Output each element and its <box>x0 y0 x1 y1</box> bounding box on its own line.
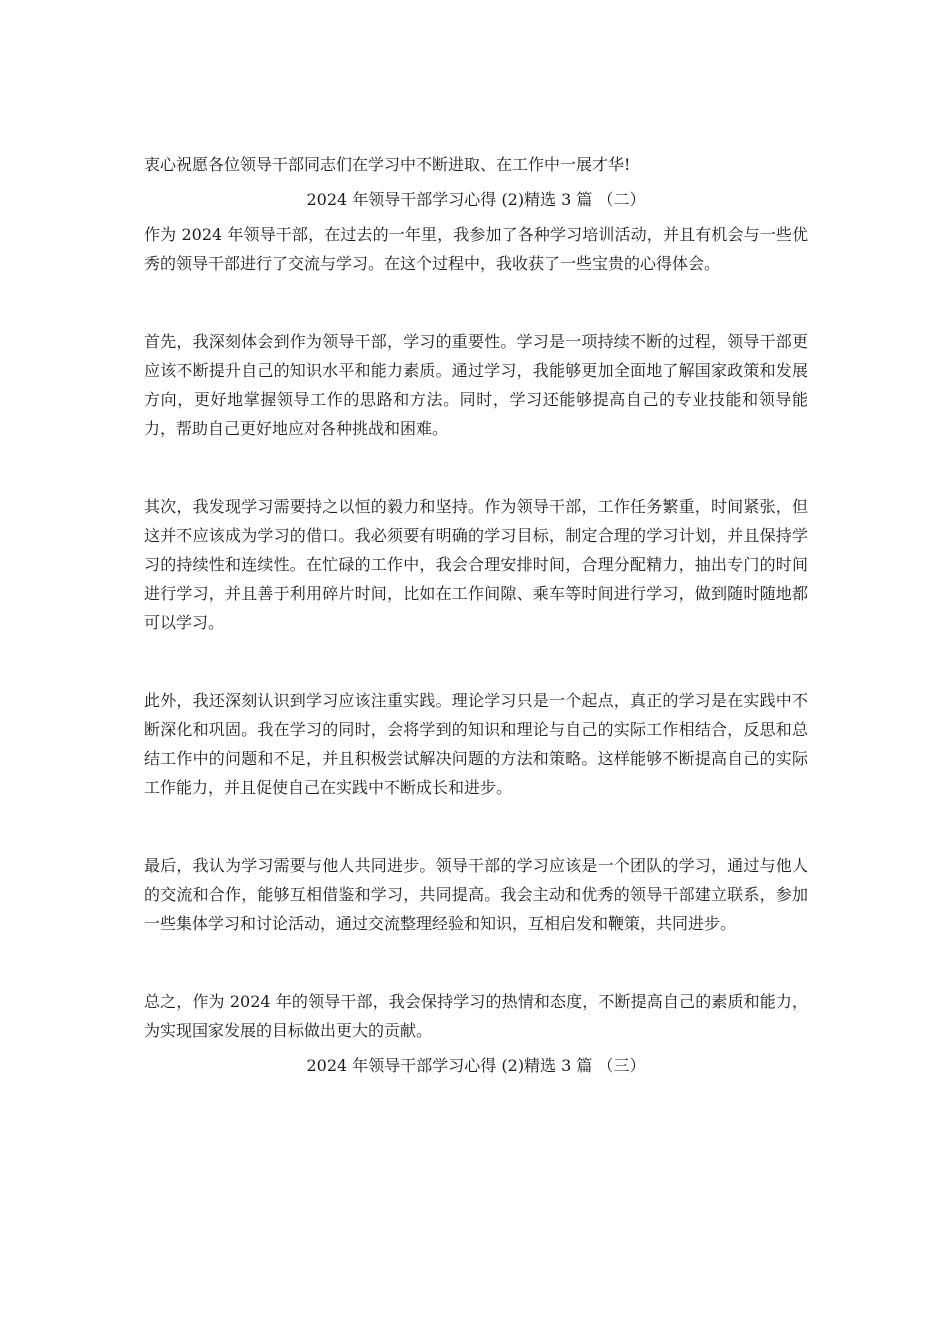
paragraph-first: 首先，我深刻体会到作为领导干部，学习的重要性。学习是一项持续不断的过程，领导干部更应该不断提升自己的知识水平和能力素质。通过学习，我能够更加全面地了解国家政策和发展方向，更好地掌握领导工作的思路和方法。同时，学习还能够提高自己的专业技能和领导能力，帮助自己更好地应对各种挑战和困难。 <box>144 332 808 438</box>
paragraph-intro: 作为 2024 年领导干部，在过去的一年里，我参加了各种学习培训活动，并且有机会与一些优秀的领导干部进行了交流与学习。在这个过程中，我收获了一些宝贵的心得体会。 <box>144 225 808 273</box>
paragraph-conclusion: 总之，作为 2024 年的领导干部，我会保持学习的热情和态度，不断提高自己的素质和能力，为实现国家发展的目标做出更大的贡献。 <box>144 992 808 1040</box>
closing-line: 衷心祝愿各位领导干部同志们在学习中不断进取、在工作中一展才华! <box>144 155 631 174</box>
paragraph-fourth: 最后，我认为学习需要与他人共同进步。领导干部的学习应该是一个团队的学习，通过与他人的交流和合作，能够互相借鉴和学习，共同提高。我会主动和优秀的领导干部建立联系，参加一些集体学习和讨论活动，通过交流整理经验和知识，互相启发和鞭策，共同进步。 <box>144 856 808 933</box>
document-body <box>144 150 808 1080</box>
section-two-title: 2024 年领导干部学习心得 (2)精选 3 篇 （二） <box>306 190 646 209</box>
paragraph-third: 此外，我还深刻认识到学习应该注重实践。理论学习只是一个起点，真正的学习是在实践中不断深化和巩固。我在学习的同时，会将学到的知识和理论与自己的实际工作相结合，反思和总结工作中的问题和不足，并且积极尝试解决问题的方法和策略。这样能够不断提高自己的实际工作能力，并且促使自己在实践中不断成长和进步。 <box>144 691 808 797</box>
paragraph-second: 其次，我发现学习需要持之以恒的毅力和坚持。作为领导干部，工作任务繁重，时间紧张，但这并不应该成为学习的借口。我必须要有明确的学习目标，制定合理的学习计划，并且保持学习的持续性和连续性。在忙碌的工作中，我会合理安排时间，合理分配精力，抽出专门的时间进行学习，并且善于利用碎片时间，比如在工作间隙、乘车等时间进行学习，做到随时随地都可以学习。 <box>144 497 808 632</box>
section-three-title: 2024 年领导干部学习心得 (2)精选 3 篇 （三） <box>306 1056 646 1075</box>
